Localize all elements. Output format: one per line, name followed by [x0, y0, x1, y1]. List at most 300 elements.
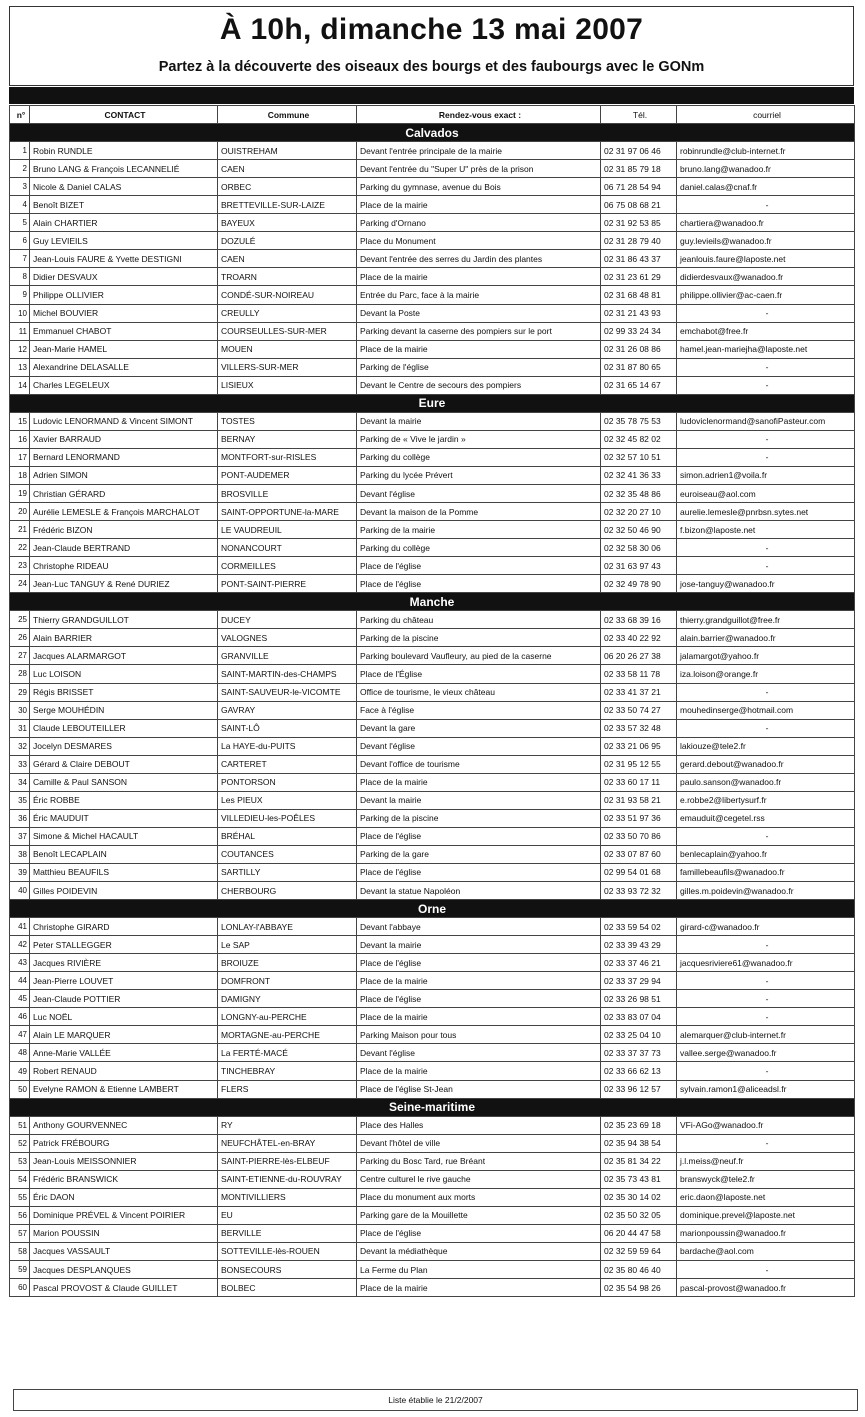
phone-number: 02 31 21 43 93 — [601, 304, 677, 322]
commune-name: PONT-AUDEMER — [218, 466, 357, 484]
email-address: benlecaplain@yahoo.fr — [677, 845, 855, 863]
region-header-row — [10, 124, 855, 142]
phone-number: 02 35 54 98 26 — [601, 1279, 677, 1297]
email-address: - — [677, 430, 855, 448]
header-box — [9, 6, 854, 86]
contact-name: Frédéric BIZON — [30, 521, 218, 539]
meeting-point: Parking du gymnase, avenue du Bois — [357, 178, 601, 196]
table-row — [10, 484, 855, 502]
commune-name: LE VAUDREUIL — [218, 521, 357, 539]
email-address: - — [677, 557, 855, 575]
row-number: 54 — [10, 1170, 30, 1188]
email-address: bruno.lang@wanadoo.fr — [677, 160, 855, 178]
row-number: 51 — [10, 1116, 30, 1134]
email-address: famillebeaufils@wanadoo.fr — [677, 863, 855, 881]
phone-number: 02 33 26 98 51 — [601, 990, 677, 1008]
commune-name: NEUFCHÂTEL-en-BRAY — [218, 1134, 357, 1152]
commune-name: SAINT-OPPORTUNE-la-MARE — [218, 503, 357, 521]
meeting-point: Devant l'abbaye — [357, 918, 601, 936]
phone-number: 02 31 87 80 65 — [601, 358, 677, 376]
contact-name: Simone & Michel HACAULT — [30, 827, 218, 845]
meeting-point: Devant l'église — [357, 484, 601, 502]
contact-name: Claude LEBOUTEILLER — [30, 719, 218, 737]
phone-number: 02 31 63 97 43 — [601, 557, 677, 575]
commune-name: NONANCOURT — [218, 539, 357, 557]
contact-name: Michel BOUVIER — [30, 304, 218, 322]
phone-number: 02 31 85 79 18 — [601, 160, 677, 178]
row-number: 35 — [10, 791, 30, 809]
table-row — [10, 954, 855, 972]
region-header-row — [10, 394, 855, 412]
row-number: 5 — [10, 214, 30, 232]
meeting-point: Place des Halles — [357, 1116, 601, 1134]
phone-number: 02 33 93 72 32 — [601, 882, 677, 900]
meeting-point: Devant la mairie — [357, 412, 601, 430]
email-address: euroiseau@aol.com — [677, 484, 855, 502]
contact-name: Jean-Pierre LOUVET — [30, 972, 218, 990]
phone-number: 02 33 57 32 48 — [601, 719, 677, 737]
contact-name: Marion POUSSIN — [30, 1224, 218, 1242]
contact-name: Bernard LENORMAND — [30, 448, 218, 466]
table-row — [10, 647, 855, 665]
phone-number: 02 33 37 46 21 — [601, 954, 677, 972]
commune-name: BOLBEC — [218, 1279, 357, 1297]
phone-number: 02 32 59 59 64 — [601, 1242, 677, 1260]
email-address: jacquesriviere61@wanadoo.fr — [677, 954, 855, 972]
row-number: 37 — [10, 827, 30, 845]
commune-name: GAVRAY — [218, 701, 357, 719]
commune-name: SOTTEVILLE-lès-ROUEN — [218, 1242, 357, 1260]
row-number: 57 — [10, 1224, 30, 1242]
meeting-point: Parking du collège — [357, 448, 601, 466]
page-subtitle: Partez à la découverte des oiseaux des bourgs et des faubourgs avec le GONm — [158, 59, 705, 75]
commune-name: PONTORSON — [218, 773, 357, 791]
phone-number: 02 32 41 36 33 — [601, 466, 677, 484]
contact-name: Jean-Marie HAMEL — [30, 340, 218, 358]
commune-name: SAINT-MARTIN-des-CHAMPS — [218, 665, 357, 683]
column-header-num: n° — [10, 106, 30, 124]
meeting-point: Place de la mairie — [357, 773, 601, 791]
meeting-point: Parking du lycée Prévert — [357, 466, 601, 484]
row-number: 59 — [10, 1261, 30, 1279]
commune-name: PONT-SAINT-PIERRE — [218, 575, 357, 593]
region-header-row — [10, 900, 855, 918]
table-row — [10, 214, 855, 232]
email-address: lakiouze@tele2.fr — [677, 737, 855, 755]
meeting-point: Place de l'église St-Jean — [357, 1080, 601, 1098]
email-address: iza.loison@orange.fr — [677, 665, 855, 683]
table-row — [10, 232, 855, 250]
row-number: 58 — [10, 1242, 30, 1260]
phone-number: 02 35 94 38 54 — [601, 1134, 677, 1152]
commune-name: BERVILLE — [218, 1224, 357, 1242]
row-number: 7 — [10, 250, 30, 268]
email-address: dominique.prevel@laposte.net — [677, 1206, 855, 1224]
row-number: 47 — [10, 1026, 30, 1044]
row-number: 46 — [10, 1008, 30, 1026]
table-row — [10, 1026, 855, 1044]
email-address: bardache@aol.com — [677, 1242, 855, 1260]
phone-number: 02 33 40 22 92 — [601, 629, 677, 647]
region-title: Calvados — [10, 124, 855, 142]
phone-number: 02 33 21 06 95 — [601, 737, 677, 755]
table-row — [10, 142, 855, 160]
contact-name: Jean-Claude POTTIER — [30, 990, 218, 1008]
table-row — [10, 1116, 855, 1134]
commune-name: SAINT-LÔ — [218, 719, 357, 737]
footer-box — [13, 1389, 858, 1411]
contact-name: Jean-Louis FAURE & Yvette DESTIGNI — [30, 250, 218, 268]
meeting-point: Place de la mairie — [357, 268, 601, 286]
commune-name: DOMFRONT — [218, 972, 357, 990]
commune-name: BONSECOURS — [218, 1261, 357, 1279]
table-row — [10, 557, 855, 575]
row-number: 22 — [10, 539, 30, 557]
table-row — [10, 196, 855, 214]
email-address: jeanlouis.faure@laposte.net — [677, 250, 855, 268]
meeting-point: Place de l'Église — [357, 665, 601, 683]
commune-name: LISIEUX — [218, 376, 357, 394]
phone-number: 02 33 39 43 29 — [601, 936, 677, 954]
email-address: mouhedinserge@hotmail.com — [677, 701, 855, 719]
commune-name: CORMEILLES — [218, 557, 357, 575]
email-address: girard-c@wanadoo.fr — [677, 918, 855, 936]
meeting-point: Place de l'église — [357, 863, 601, 881]
row-number: 45 — [10, 990, 30, 1008]
commune-name: MORTAGNE-au-PERCHE — [218, 1026, 357, 1044]
region-title: Manche — [10, 593, 855, 611]
row-number: 39 — [10, 863, 30, 881]
email-address: emchabot@free.fr — [677, 322, 855, 340]
contact-name: Philippe OLLIVIER — [30, 286, 218, 304]
commune-name: RY — [218, 1116, 357, 1134]
column-header-mail: courriel — [677, 106, 855, 124]
row-number: 48 — [10, 1044, 30, 1062]
contact-name: Charles LEGELEUX — [30, 376, 218, 394]
phone-number: 06 20 26 27 38 — [601, 647, 677, 665]
meeting-point: Devant la médiathèque — [357, 1242, 601, 1260]
phone-number: 02 35 30 14 02 — [601, 1188, 677, 1206]
email-address: guy.levieils@wanadoo.fr — [677, 232, 855, 250]
column-header-contact: CONTACT — [30, 106, 218, 124]
meeting-point: Parking d'Ornano — [357, 214, 601, 232]
contact-name: Jacques RIVIÈRE — [30, 954, 218, 972]
page-title: À 10h, dimanche 13 mai 2007 — [219, 13, 644, 46]
phone-number: 02 33 25 04 10 — [601, 1026, 677, 1044]
table-row — [10, 665, 855, 683]
meeting-point: Devant l'entrée principale de la mairie — [357, 142, 601, 160]
table-row — [10, 863, 855, 881]
row-number: 23 — [10, 557, 30, 575]
commune-name: VILLERS-SUR-MER — [218, 358, 357, 376]
contact-name: Jacques DESPLANQUES — [30, 1261, 218, 1279]
commune-name: TROARN — [218, 268, 357, 286]
table-row — [10, 611, 855, 629]
row-number: 43 — [10, 954, 30, 972]
row-number: 1 — [10, 142, 30, 160]
contact-name: Bruno LANG & François LECANNELIÉ — [30, 160, 218, 178]
phone-number: 02 31 23 61 29 — [601, 268, 677, 286]
meeting-point: Parking devant la caserne des pompiers sur le port — [357, 322, 601, 340]
commune-name: DOZULÉ — [218, 232, 357, 250]
row-number: 4 — [10, 196, 30, 214]
table-row — [10, 503, 855, 521]
phone-number: 02 33 07 87 60 — [601, 845, 677, 863]
email-address: - — [677, 196, 855, 214]
meeting-point: Devant l'hôtel de ville — [357, 1134, 601, 1152]
table-row — [10, 376, 855, 394]
commune-name: ORBEC — [218, 178, 357, 196]
meeting-point: Parking de la piscine — [357, 629, 601, 647]
region-title: Orne — [10, 900, 855, 918]
phone-number: 02 31 65 14 67 — [601, 376, 677, 394]
table-row — [10, 882, 855, 900]
meeting-point: Devant l'église — [357, 1044, 601, 1062]
row-number: 6 — [10, 232, 30, 250]
table-row — [10, 809, 855, 827]
commune-name: BERNAY — [218, 430, 357, 448]
phone-number: 02 99 33 24 34 — [601, 322, 677, 340]
row-number: 28 — [10, 665, 30, 683]
header-divider-band — [9, 87, 854, 104]
contact-name: Robin RUNDLE — [30, 142, 218, 160]
email-address: branswyck@tele2.fr — [677, 1170, 855, 1188]
table-row — [10, 412, 855, 430]
row-number: 38 — [10, 845, 30, 863]
table-row — [10, 1062, 855, 1080]
commune-name: VALOGNES — [218, 629, 357, 647]
commune-name: SAINT-ETIENNE-du-ROUVRAY — [218, 1170, 357, 1188]
table-row — [10, 701, 855, 719]
row-number: 21 — [10, 521, 30, 539]
contact-name: Nicole & Daniel CALAS — [30, 178, 218, 196]
commune-name: BROSVILLE — [218, 484, 357, 502]
meeting-point: Place de l'église — [357, 954, 601, 972]
meeting-point: Parking de « Vive le jardin » — [357, 430, 601, 448]
contact-name: Peter STALLEGGER — [30, 936, 218, 954]
table-row — [10, 304, 855, 322]
row-number: 24 — [10, 575, 30, 593]
commune-name: SAINT-SAUVEUR-le-VICOMTE — [218, 683, 357, 701]
table-row — [10, 358, 855, 376]
email-address: - — [677, 936, 855, 954]
table-body — [10, 124, 855, 1297]
table-row — [10, 178, 855, 196]
meeting-point: Centre culturel le rive gauche — [357, 1170, 601, 1188]
phone-number: 02 99 54 01 68 — [601, 863, 677, 881]
table-row — [10, 629, 855, 647]
table-row — [10, 575, 855, 593]
table-row — [10, 773, 855, 791]
commune-name: VILLEDIEU-les-POÊLES — [218, 809, 357, 827]
contact-name: Christian GÉRARD — [30, 484, 218, 502]
meeting-point: Place de l'église — [357, 827, 601, 845]
contact-name: Éric MAUDUIT — [30, 809, 218, 827]
meeting-point: Place de la mairie — [357, 196, 601, 214]
table-row — [10, 430, 855, 448]
email-address: e.robbe2@libertysurf.fr — [677, 791, 855, 809]
phone-number: 02 31 86 43 37 — [601, 250, 677, 268]
table-row — [10, 918, 855, 936]
email-address: jalamargot@yahoo.fr — [677, 647, 855, 665]
meeting-point: Entrée du Parc, face à la mairie — [357, 286, 601, 304]
email-address: - — [677, 304, 855, 322]
contact-name: Régis BRISSET — [30, 683, 218, 701]
commune-name: CONDÉ-SUR-NOIREAU — [218, 286, 357, 304]
table-row — [10, 1206, 855, 1224]
email-address: - — [677, 719, 855, 737]
table-row — [10, 268, 855, 286]
row-number: 9 — [10, 286, 30, 304]
contact-name: Xavier BARRAUD — [30, 430, 218, 448]
meeting-point: Devant l'office de tourisme — [357, 755, 601, 773]
phone-number: 02 32 58 30 06 — [601, 539, 677, 557]
row-number: 11 — [10, 322, 30, 340]
table-row — [10, 539, 855, 557]
phone-number: 02 33 68 39 16 — [601, 611, 677, 629]
email-address: marionpoussin@wanadoo.fr — [677, 1224, 855, 1242]
email-address: - — [677, 448, 855, 466]
phone-number: 02 33 83 07 04 — [601, 1008, 677, 1026]
contact-name: Pascal PROVOST & Claude GUILLET — [30, 1279, 218, 1297]
phone-number: 06 20 44 47 58 — [601, 1224, 677, 1242]
phone-number: 02 32 50 46 90 — [601, 521, 677, 539]
contact-name: Christophe RIDEAU — [30, 557, 218, 575]
row-number: 10 — [10, 304, 30, 322]
row-number: 13 — [10, 358, 30, 376]
column-header-rdv: Rendez-vous exact : — [357, 106, 601, 124]
meeting-point: Place de l'église — [357, 575, 601, 593]
meeting-point: Place de l'église — [357, 557, 601, 575]
email-address: aurelie.lemesle@pnrbsn.sytes.net — [677, 503, 855, 521]
phone-number: 02 33 60 17 11 — [601, 773, 677, 791]
contact-name: Gilles POIDEVIN — [30, 882, 218, 900]
meeting-point: La Ferme du Plan — [357, 1261, 601, 1279]
row-number: 44 — [10, 972, 30, 990]
commune-name: COURSEULLES-SUR-MER — [218, 322, 357, 340]
contact-name: Jean-Luc TANGUY & René DURIEZ — [30, 575, 218, 593]
phone-number: 02 32 45 82 02 — [601, 430, 677, 448]
email-address: - — [677, 358, 855, 376]
meeting-point: Parking de la piscine — [357, 809, 601, 827]
phone-number: 02 31 26 08 86 — [601, 340, 677, 358]
meeting-point: Devant la maison de la Pomme — [357, 503, 601, 521]
email-address: didierdesvaux@wanadoo.fr — [677, 268, 855, 286]
contact-name: Benoît BIZET — [30, 196, 218, 214]
table-row — [10, 936, 855, 954]
meeting-point: Devant la mairie — [357, 936, 601, 954]
commune-name: BROIUZE — [218, 954, 357, 972]
meeting-point: Parking de la gare — [357, 845, 601, 863]
phone-number: 02 31 92 53 85 — [601, 214, 677, 232]
contact-name: Frédéric BRANSWICK — [30, 1170, 218, 1188]
contact-name: Guy LEVIEILS — [30, 232, 218, 250]
contact-name: Patrick FRÉBOURG — [30, 1134, 218, 1152]
table-row — [10, 1279, 855, 1297]
email-address: VFi-AGo@wanadoo.fr — [677, 1116, 855, 1134]
table-row — [10, 972, 855, 990]
table-row — [10, 1134, 855, 1152]
meeting-point: Place de la mairie — [357, 1008, 601, 1026]
meeting-point: Devant la gare — [357, 719, 601, 737]
table-row — [10, 1170, 855, 1188]
phone-number: 02 35 81 34 22 — [601, 1152, 677, 1170]
commune-name: BAYEUX — [218, 214, 357, 232]
phone-number: 02 32 20 27 10 — [601, 503, 677, 521]
phone-number: 02 31 97 06 46 — [601, 142, 677, 160]
contact-name: Dominique PRÉVEL & Vincent POIRIER — [30, 1206, 218, 1224]
commune-name: DAMIGNY — [218, 990, 357, 1008]
table-row — [10, 791, 855, 809]
phone-number: 02 33 58 11 78 — [601, 665, 677, 683]
table-row — [10, 1152, 855, 1170]
phone-number: 02 31 68 48 81 — [601, 286, 677, 304]
phone-number: 02 33 41 37 21 — [601, 683, 677, 701]
email-address: hamel.jean-mariejha@laposte.net — [677, 340, 855, 358]
row-number: 2 — [10, 160, 30, 178]
email-address: simon.adrien1@voila.fr — [677, 466, 855, 484]
region-header-row — [10, 1098, 855, 1116]
row-number: 42 — [10, 936, 30, 954]
row-number: 25 — [10, 611, 30, 629]
table-row — [10, 1261, 855, 1279]
outings-table — [9, 105, 855, 1297]
table-row — [10, 466, 855, 484]
row-number: 18 — [10, 466, 30, 484]
commune-name: EU — [218, 1206, 357, 1224]
meeting-point: Parking de la mairie — [357, 521, 601, 539]
row-number: 31 — [10, 719, 30, 737]
contact-name: Anne-Marie VALLÉE — [30, 1044, 218, 1062]
meeting-point: Place de la mairie — [357, 1062, 601, 1080]
meeting-point: Parking du collège — [357, 539, 601, 557]
phone-number: 02 31 95 12 55 — [601, 755, 677, 773]
phone-number: 02 33 96 12 57 — [601, 1080, 677, 1098]
meeting-point: Place de l'église — [357, 1224, 601, 1242]
row-number: 60 — [10, 1279, 30, 1297]
email-address: jose-tanguy@wanadoo.fr — [677, 575, 855, 593]
row-number: 26 — [10, 629, 30, 647]
commune-name: LONGNY-au-PERCHE — [218, 1008, 357, 1026]
region-title: Seine-maritime — [10, 1098, 855, 1116]
phone-number: 02 35 73 43 81 — [601, 1170, 677, 1188]
row-number: 33 — [10, 755, 30, 773]
email-address: - — [677, 683, 855, 701]
meeting-point: Devant la statue Napoléon — [357, 882, 601, 900]
region-header-row — [10, 593, 855, 611]
table-row — [10, 1080, 855, 1098]
table-row — [10, 521, 855, 539]
email-address: paulo.sanson@wanadoo.fr — [677, 773, 855, 791]
commune-name: DUCEY — [218, 611, 357, 629]
contact-name: Emmanuel CHABOT — [30, 322, 218, 340]
email-address: - — [677, 972, 855, 990]
commune-name: MOUEN — [218, 340, 357, 358]
email-address: eric.daon@laposte.net — [677, 1188, 855, 1206]
email-address: gilles.m.poidevin@wanadoo.fr — [677, 882, 855, 900]
contact-name: Gérard & Claire DEBOUT — [30, 755, 218, 773]
meeting-point: Parking Maison pour tous — [357, 1026, 601, 1044]
meeting-point: Parking du château — [357, 611, 601, 629]
email-address: robinrundle@club-internet.fr — [677, 142, 855, 160]
commune-name: GRANVILLE — [218, 647, 357, 665]
email-address: - — [677, 539, 855, 557]
row-number: 15 — [10, 412, 30, 430]
table-row — [10, 1188, 855, 1206]
phone-number: 02 31 93 58 21 — [601, 791, 677, 809]
email-address: chartiera@wanadoo.fr — [677, 214, 855, 232]
meeting-point: Devant l'église — [357, 737, 601, 755]
